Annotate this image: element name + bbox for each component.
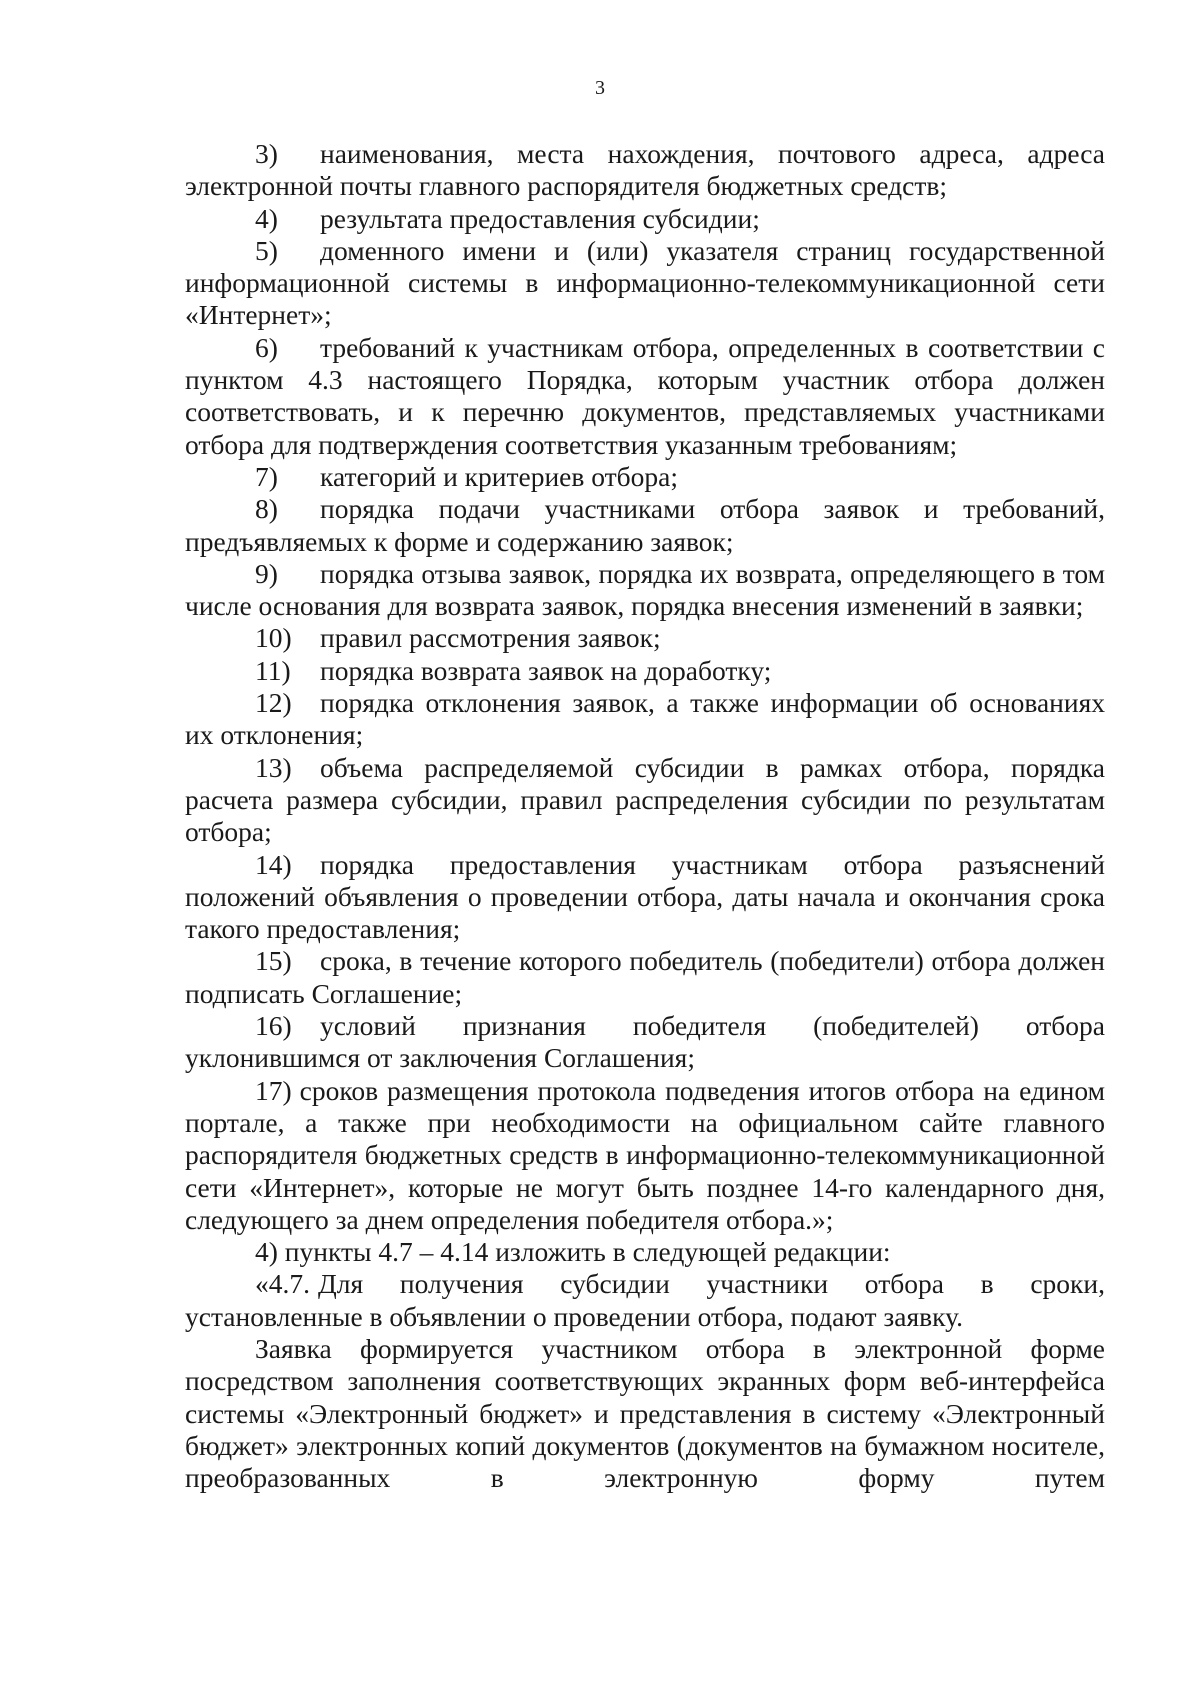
- item-number: 10): [255, 622, 292, 654]
- item-number: 15): [255, 945, 292, 977]
- item-number: 14): [255, 848, 292, 880]
- item-text: категорий и критериев отбора;: [320, 460, 678, 492]
- item-number: 3): [255, 138, 278, 169]
- body-paragraph: [185, 1333, 1105, 1494]
- list-item: [185, 461, 1105, 493]
- paragraph-text: 4) пункты 4.7 – 4.14 изложить в следующей редакции:: [255, 1236, 891, 1268]
- paragraph-text: Заявка формируется участником отбора в электронной форме посредством заполнения соответствующих экранных форм веб-интерфейса системы «Электронный бюджет» и представления в систему «Электронный бюджет» электронных копий документов (документов на бумажном носителе, преобразованных в электронную форму путем: [185, 1332, 1105, 1494]
- page-number: 3: [595, 77, 605, 99]
- item-number: 8): [255, 493, 278, 525]
- item-text: порядка подачи участниками отбора заявок и требований, предъявляемых к форме и содержанию заявок;: [185, 493, 1105, 557]
- item-text: срока, в течение которого победитель (победители) отбора должен подписать Соглашение;: [185, 945, 1105, 1009]
- clause-text: Для получения субсидии участники отбора в сроки, установленные в объявлении о проведении отбора, подают заявку.: [185, 1268, 1105, 1332]
- item-text: требований к участникам отбора, определенных в соответствии с пунктом 4.3 настоящего Порядка, которым участник отбора должен соответствовать, и к перечню документов, представляемых участниками отбора для подтверждения соответствия указанным требованиям;: [185, 331, 1105, 460]
- list-item: [185, 235, 1105, 332]
- list-item: [185, 1010, 1105, 1075]
- item-number: 5): [255, 234, 278, 266]
- item-number: 7): [255, 460, 278, 492]
- list-item: [185, 622, 1105, 654]
- item-number: 4): [255, 202, 278, 234]
- item-text: сроков размещения протокола подведения итогов отбора на едином портале, а также при необходимости на официальном сайте главного распорядителя бюджетных средств в информационно-телекоммуникационной сети «Интернет», которые не могут быть позднее 14-го календарного дня, следующего за днем определения победителя отбора.»;: [185, 1074, 1105, 1235]
- list-item: [185, 203, 1105, 235]
- list-item: [185, 138, 1105, 203]
- item-number: 16): [255, 1010, 292, 1042]
- item-text: правил рассмотрения заявок;: [320, 622, 661, 654]
- list-item: [185, 558, 1105, 623]
- list-item: [185, 687, 1105, 752]
- list-item: [185, 493, 1105, 558]
- item-text: порядка отклонения заявок, а также информации об основаниях их отклонения;: [185, 687, 1105, 751]
- item-text: порядка предоставления участникам отбора разъяснений положений объявления о проведении отбора, даты начала и окончания срока такого предоставления;: [185, 848, 1105, 945]
- clause-number: «4.7.: [255, 1268, 310, 1300]
- list-item: [185, 655, 1105, 687]
- list-item: [185, 849, 1105, 946]
- item-number: 13): [255, 751, 292, 783]
- item-number: 17): [255, 1074, 292, 1106]
- list-item: [185, 332, 1105, 461]
- list-item: [185, 752, 1105, 849]
- item-text: наименования, места нахождения, почтового адреса, адреса электронной почты главного распорядителя бюджетных средств;: [185, 138, 1105, 202]
- item-text: условий признания победителя (победителей) отбора уклонившимся от заключения Соглашения;: [185, 1010, 1105, 1074]
- item-text: доменного имени и (или) указателя страниц государственной информационной системы в информационно-телекоммуникационной сети «Интернет»;: [185, 234, 1105, 331]
- clause-paragraph: [185, 1268, 1105, 1333]
- item-number: 11): [255, 654, 291, 686]
- list-item: [185, 945, 1105, 1010]
- item-text: результата предоставления субсидии;: [320, 202, 760, 234]
- list-item: [185, 1075, 1105, 1236]
- amendment-paragraph: [185, 1236, 1105, 1268]
- item-number: 6): [255, 331, 278, 363]
- item-text: объема распределяемой субсидии в рамках отбора, порядка расчета размера субсидии, правил распределения субсидии по результатам отбора;: [185, 751, 1105, 848]
- item-number: 12): [255, 687, 292, 719]
- item-text: порядка возврата заявок на доработку;: [320, 654, 772, 686]
- item-number: 9): [255, 557, 278, 589]
- item-text: порядка отзыва заявок, порядка их возврата, определяющего в том числе основания для возврата заявок, порядка внесения изменений в заявки;: [185, 557, 1105, 622]
- document-body: [185, 138, 1105, 1494]
